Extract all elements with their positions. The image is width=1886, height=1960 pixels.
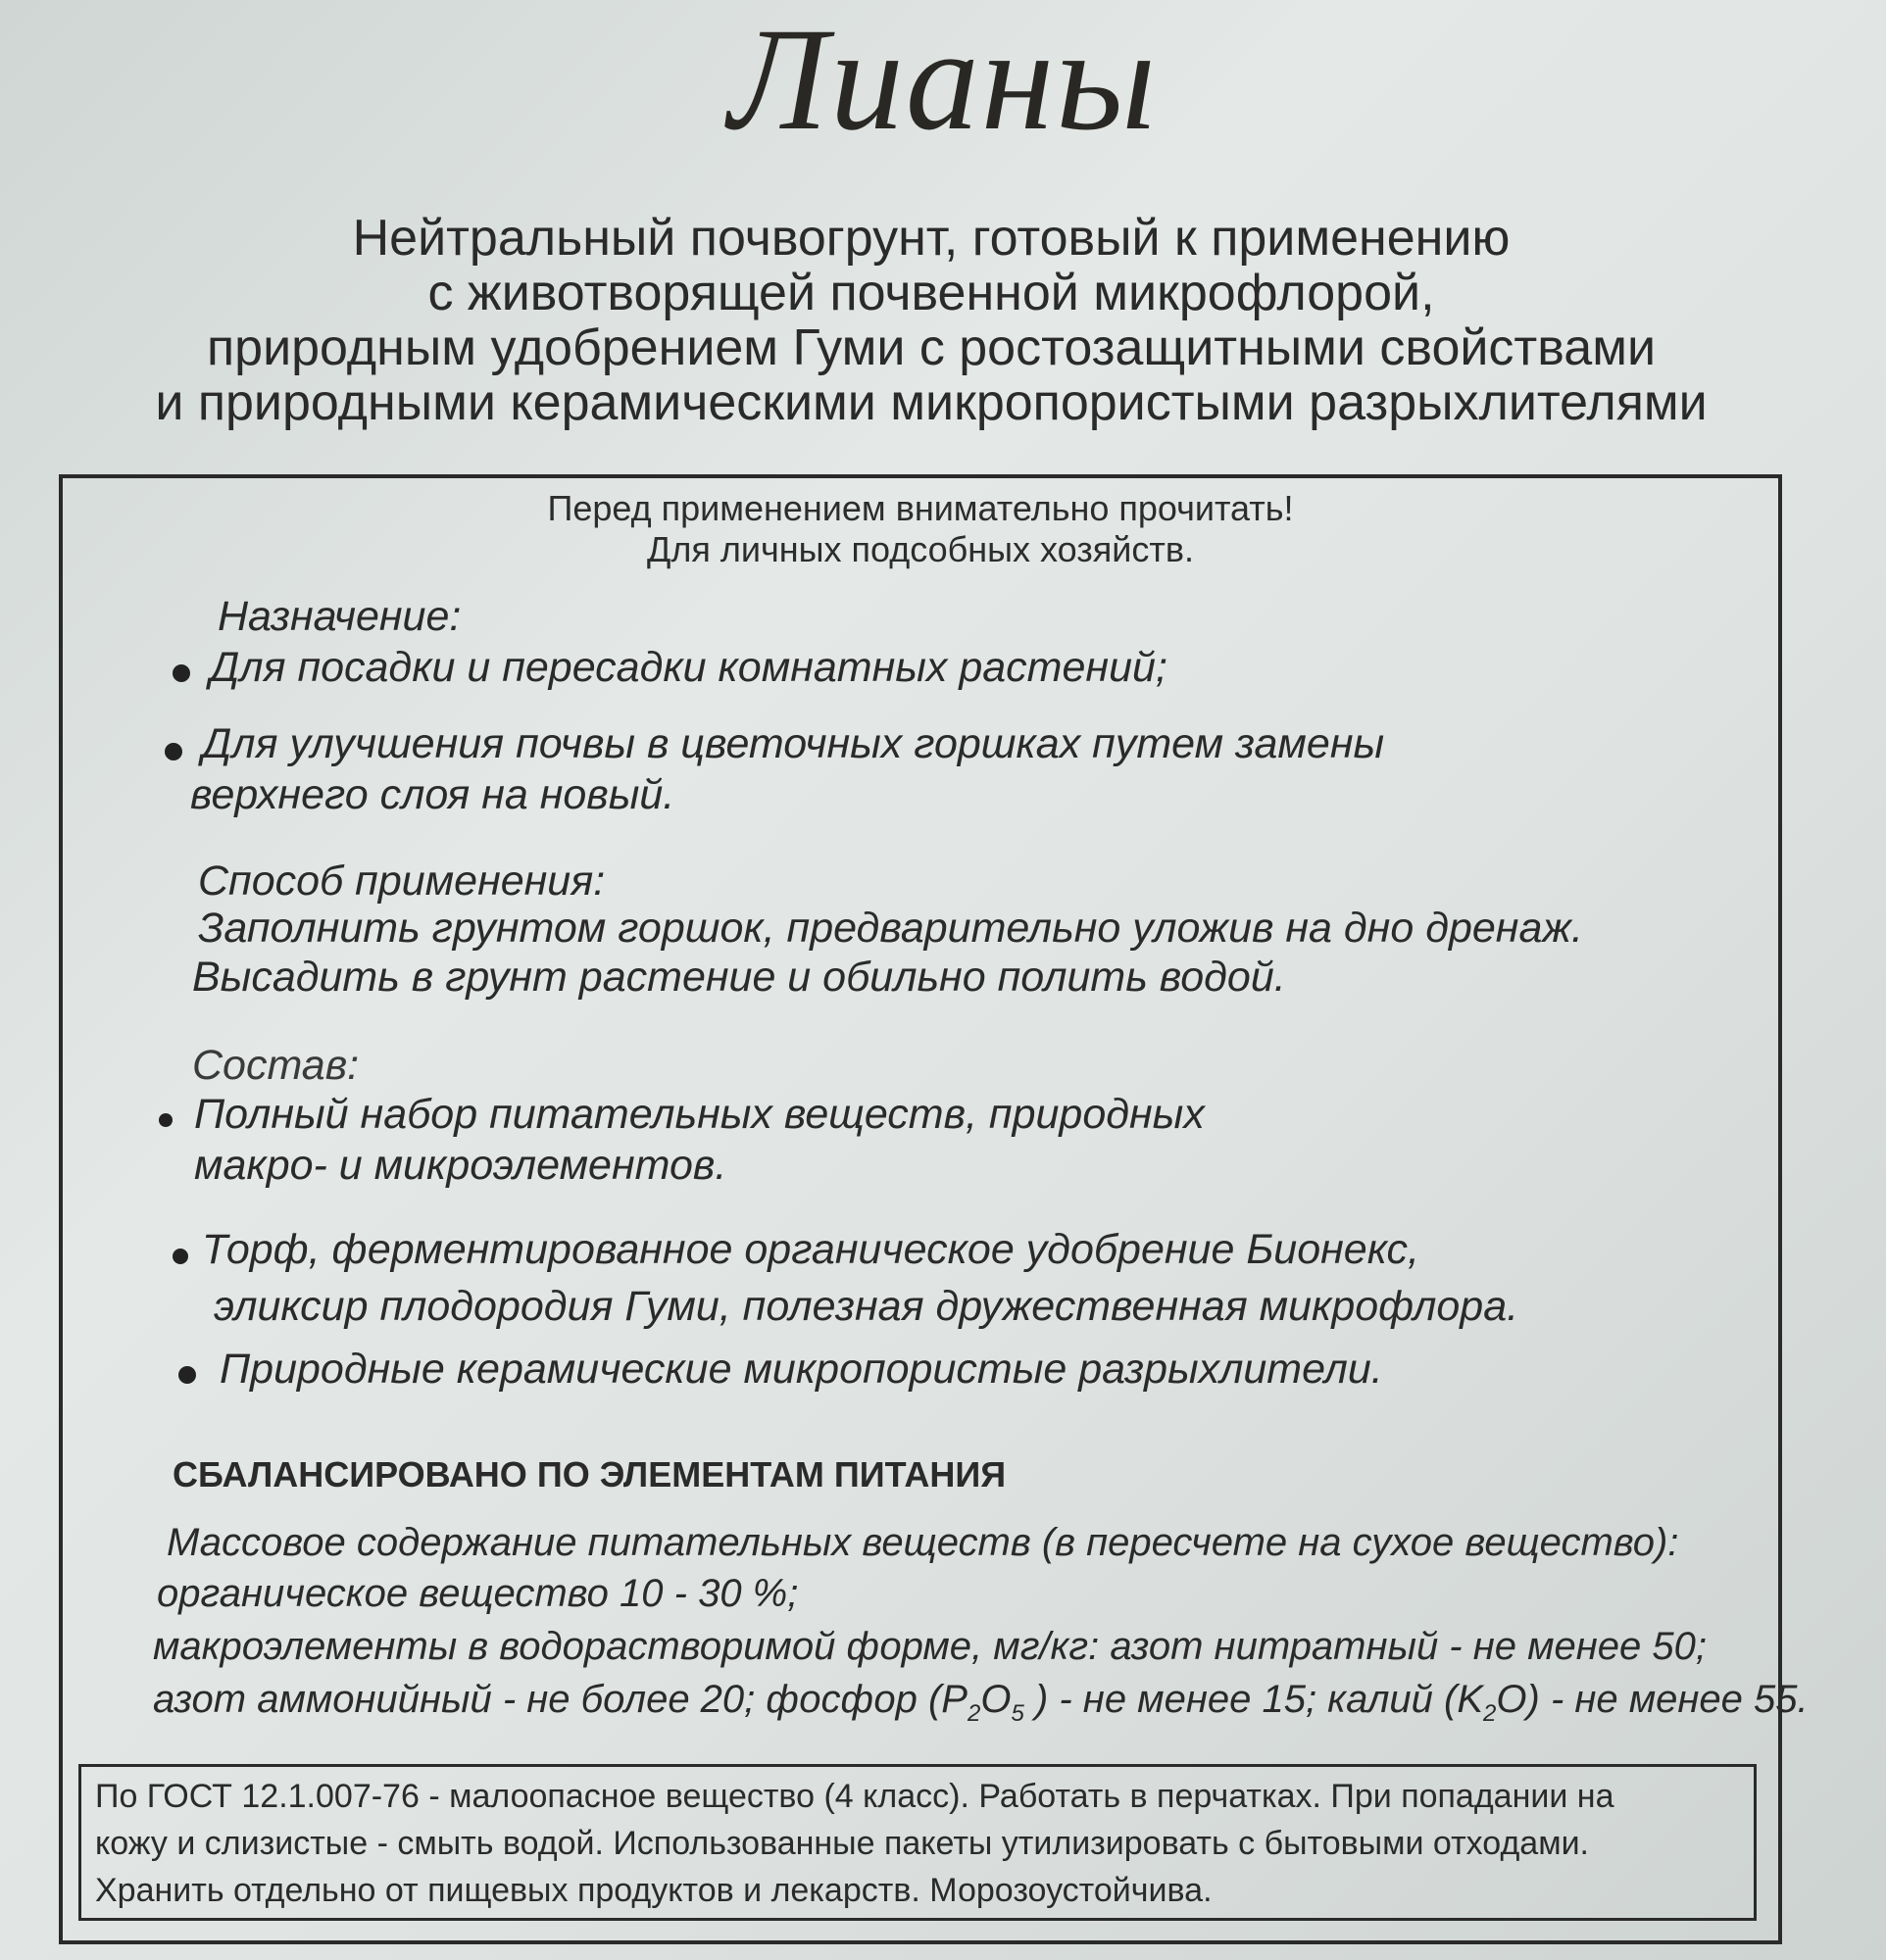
- composition-item-line: Природные керамические микропористые разрыхлители.: [220, 1346, 1383, 1393]
- composition-heading: Состав:: [192, 1042, 360, 1089]
- purpose-item-line: Для посадки и пересадки комнатных растений;: [210, 644, 1167, 691]
- subtitle-line: с животворящей почвенной микрофлорой,: [427, 265, 1435, 321]
- bullet-icon: [159, 1113, 173, 1127]
- nutrients-line: азот аммонийный - не более 20; фосфор ($P_2O_5$ ) - не менее 15; калий $(K_2O)$ - не менее 55.: [153, 1678, 1809, 1727]
- nutrients-line: макроэлементы в водорастворимой форме, мг/кг: азот нитратный - не менее 50;: [153, 1625, 1707, 1668]
- subtitle-line: Нейтральный почвогрунт, готовый к применению: [352, 210, 1511, 267]
- bullet-icon: [165, 743, 182, 760]
- usage-heading: Способ применения:: [198, 858, 606, 905]
- product-subtitle: [39, 211, 1823, 430]
- notice-line: Для личных подсобных хозяйств.: [647, 529, 1194, 569]
- nutrients-line: Массовое содержание питательных веществ (в пересчете на сухое вещество):: [167, 1521, 1679, 1564]
- composition-item-line: Торф, ферментированное органическое удобрение Бионекс,: [202, 1226, 1419, 1273]
- safety-line: По ГОСТ 12.1.007-76 - малоопасное вещество (4 класс). Работать в перчатках. При попадании на: [95, 1778, 1614, 1815]
- safety-line: кожу и слизистые - смыть водой. Использованные пакеты утилизировать с бытовыми отходами.: [95, 1825, 1590, 1862]
- notice-line: Перед применением внимательно прочитать!: [547, 488, 1294, 528]
- composition-item-line: макро- и микроэлементов.: [194, 1142, 727, 1189]
- composition-item-line: Полный набор питательных веществ, природных: [194, 1091, 1205, 1138]
- bullet-icon: [173, 664, 190, 682]
- safety-box: [78, 1764, 1757, 1921]
- product-title: Лианы: [728, 0, 1158, 161]
- subtitle-line: и природными керамическими микропористыми разрыхлителями: [155, 374, 1708, 431]
- nutrients-line: органическое вещество 10 - 30 %;: [157, 1572, 799, 1615]
- usage-line: Заполнить грунтом горшок, предварительно уложив на дно дренаж.: [198, 905, 1583, 952]
- purpose-heading: Назначение:: [218, 593, 462, 640]
- bullet-icon: [178, 1366, 196, 1384]
- usage-line: Высадить в грунт растение и обильно полить водой.: [192, 954, 1286, 1001]
- balanced-heading: СБАЛАНСИРОВАНО ПО ЭЛЕМЕНТАМ ПИТАНИЯ: [173, 1454, 1007, 1494]
- composition-item-line: эликсир плодородия Гуми, полезная дружественная микрофлора.: [214, 1283, 1519, 1330]
- subtitle-line: природным удобрением Гуми с ростозащитными свойствами: [206, 319, 1656, 376]
- purpose-item-line: верхнего слоя на новый.: [190, 771, 675, 818]
- purpose-item-line: Для улучшения почвы в цветочных горшках путем замены: [202, 720, 1385, 767]
- bullet-icon: [173, 1249, 188, 1264]
- safety-line: Хранить отдельно от пищевых продуктов и лекарств. Морозоустойчива.: [95, 1872, 1213, 1909]
- instructions-box: [59, 474, 1809, 1944]
